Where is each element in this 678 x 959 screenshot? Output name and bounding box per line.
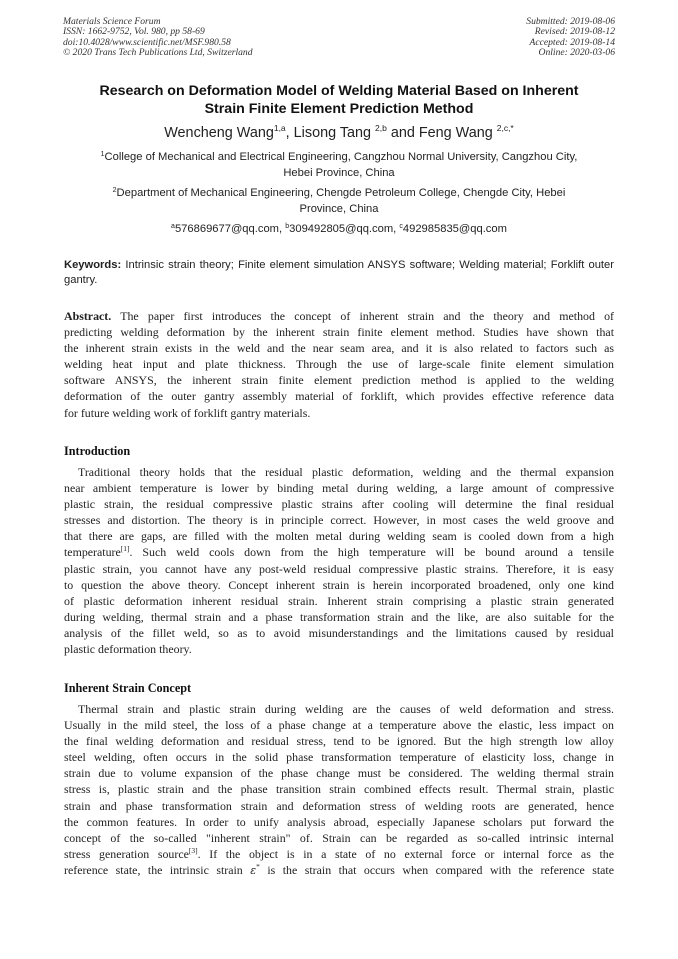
body-line: plastic strain, the residual compressive plastic strains after cooling will determine the final residual [64, 497, 614, 512]
journal-doi[interactable]: doi:10.4028/www.scientific.net/MSF.980.58 [63, 36, 231, 48]
author-separator: and [386, 125, 419, 141]
introduction-paragraph [64, 464, 614, 657]
author-affiliation-mark: 1,a [273, 123, 286, 133]
affiliation-mark: 2 [112, 187, 117, 194]
body-line: near ambient temperature is lower by binding metal during welding, a large amount of compressive [64, 481, 614, 496]
abstract-line [64, 308, 614, 324]
body-line [64, 862, 614, 878]
body-line: plastic deformation theory. [64, 642, 192, 657]
abstract-line: predicting welding deformation by the inherent strain finite element method. Studies have shown that [64, 325, 614, 340]
affiliation-2 [56, 186, 622, 217]
title-line: Research on Deformation Model of Welding Material Based on Inherent [99, 83, 579, 99]
body-line: strain due to volume expansion of the phase change must be considered. The welding thermal strain [64, 766, 614, 781]
author-list [56, 124, 622, 142]
body-line: during welding, thermal strain and a phase transformation strain and the like, are also suitable for the [64, 609, 614, 624]
journal-name: Materials Science Forum [63, 16, 161, 27]
abstract [64, 308, 614, 421]
body-line: the common features. In order to unify analysis abroad, especially Japanese scholars put forward the [64, 814, 614, 829]
affiliation-line [56, 186, 622, 202]
abstract-line: for future welding work of forklift gantry materials. [64, 405, 311, 420]
body-text: . Such weld cools down from the high temperature will be bound around a tensile [129, 545, 614, 560]
body-line: steel welding, often occurs in the solid phase transformation temperature of elasticity loss, change in [64, 750, 614, 765]
email-b[interactable]: 309492805@qq.com, [289, 223, 400, 235]
inherent-strain-symbol: ε [250, 863, 257, 877]
email-a[interactable]: 576869677@qq.com, [174, 223, 286, 235]
body-line: strain and phase transformation strain and deformation stress of welding roots are generated, hence [64, 798, 614, 813]
affiliation-text: Department of Mechanical Engineering, Chengde Petroleum College, Chengde City, Hebei [116, 187, 566, 199]
affiliation-line [56, 150, 622, 166]
journal-issn: ISSN: 1662-9752, Vol. 980, pp 58-69 [63, 26, 205, 38]
affiliation-mark: 1 [100, 151, 105, 158]
title-line: Strain Finite Element Prediction Method [204, 101, 474, 117]
body-text: temperature [64, 545, 121, 560]
section-heading-inherent-strain: Inherent Strain Concept [64, 681, 192, 695]
body-line [64, 846, 614, 862]
publication-dates [526, 17, 615, 59]
author-affiliation-mark: 2,b [375, 123, 387, 133]
date-submitted: Submitted: 2019-08-06 [526, 16, 615, 27]
abstract-text: The paper first introduces the concept of inherent strain and the theory and method of [111, 309, 614, 323]
keywords [64, 258, 614, 288]
body-line: Usually in the mild steel, the loss of a phase change at a temperature above the elastic, less impact on [64, 718, 614, 733]
citation-1[interactable]: [1] [120, 544, 130, 554]
affiliation-line: Hebei Province, China [283, 166, 395, 179]
author-name: Lisong Tang [293, 125, 376, 141]
inherent-strain-symbol-sup: * [256, 861, 260, 871]
body-line: stress is, plastic strain and the phase transition strain combined effects result. Thermal strain, plastic [64, 782, 614, 797]
author-name: Wencheng Wang [164, 125, 274, 141]
journal-info [63, 17, 253, 59]
body-text: is the strain that occurs when compared with the reference state [259, 862, 614, 877]
body-line: Traditional theory holds that the residual plastic deformation, welding and the thermal expansion [78, 465, 614, 479]
paper-title [56, 82, 622, 118]
citation-3[interactable]: [3] [188, 845, 198, 855]
affiliation-text: College of Mechanical and Electrical Engineering, Cangzhou Normal University, Cangzhou City, [104, 151, 578, 163]
date-revised: Revised: 2019-08-12 [534, 26, 615, 38]
body-text: reference state, the intrinsic strain [64, 862, 243, 877]
body-line [64, 544, 614, 560]
email-mark: c [399, 223, 403, 230]
affiliation-1 [56, 150, 622, 181]
abstract-line: software ANSYS, the inherent strain finite element prediction method is applied to the welding [64, 373, 614, 388]
affiliation-line: Province, China [299, 202, 379, 215]
keywords-text: Intrinsic strain theory; Finite element simulation ANSYS software; Welding material; Forklift outer gantry. [64, 259, 614, 286]
body-text: stress generation source [64, 846, 189, 861]
abstract-label: Abstract. [64, 309, 112, 323]
body-line: to question the above theory. Concept inherent strain is herein incorporated broadened, only one kind [64, 577, 614, 592]
journal-copyright: © 2020 Trans Tech Publications Ltd, Switzerland [63, 47, 253, 59]
abstract-line: welding heat input and plate thickness. Through the use of large-scale finite element simulation [64, 357, 614, 372]
author-emails [56, 222, 622, 238]
body-line: that there are gaps, are filled with the molten metal during welding seam is cooled down from a high [64, 529, 614, 544]
author-affiliation-mark: 2,c,* [496, 123, 514, 133]
section-heading-introduction: Introduction [64, 444, 131, 458]
email-c[interactable]: 492985835@qq.com [402, 223, 507, 235]
email-mark: a [171, 223, 175, 230]
body-text: . If the object is in a state of no external force or internal force as the [197, 846, 614, 861]
body-line: the final welding deformation and residual stress, tend to be ignored. But the high strength low alloy [64, 734, 614, 749]
body-line: stresses and distortion. The theory is in principle correct. However, in most cases the weld groove and [64, 513, 614, 528]
abstract-line: the inherent strain exists in the weld and the near seam area, and it is also related to factors such as [64, 341, 614, 356]
body-line: of plastic deformation inherent residual strain. Inherent strain comprising a plastic strain generated [64, 593, 614, 608]
email-line [56, 222, 622, 238]
body-line: Thermal strain and plastic strain during welding are the causes of weld deformation and stress. [78, 702, 614, 716]
email-mark: b [285, 223, 290, 230]
body-line: concept of the so-called "inherent strain" of. Strain can be regarded as so-called intrinsic internal [64, 830, 614, 845]
date-online: Online: 2020-03-06 [538, 47, 615, 59]
keywords-label: Keywords: [64, 259, 122, 271]
body-line: plastic strain, you cannot have any post-weld residual compressive plastic strains. Therefore, it is easy [64, 561, 614, 576]
body-line: analysis of the fillet weld, so as to avoid misunderstandings and the limitations caused by residual [64, 625, 614, 640]
author-separator: , [285, 125, 294, 141]
abstract-line: deformation of the outer gantry assembly material of forklift, which provides effective reference data [64, 389, 614, 404]
date-accepted: Accepted: 2019-08-14 [529, 36, 615, 48]
author-name: Feng Wang [418, 125, 497, 141]
inherent-strain-paragraph [64, 701, 614, 878]
